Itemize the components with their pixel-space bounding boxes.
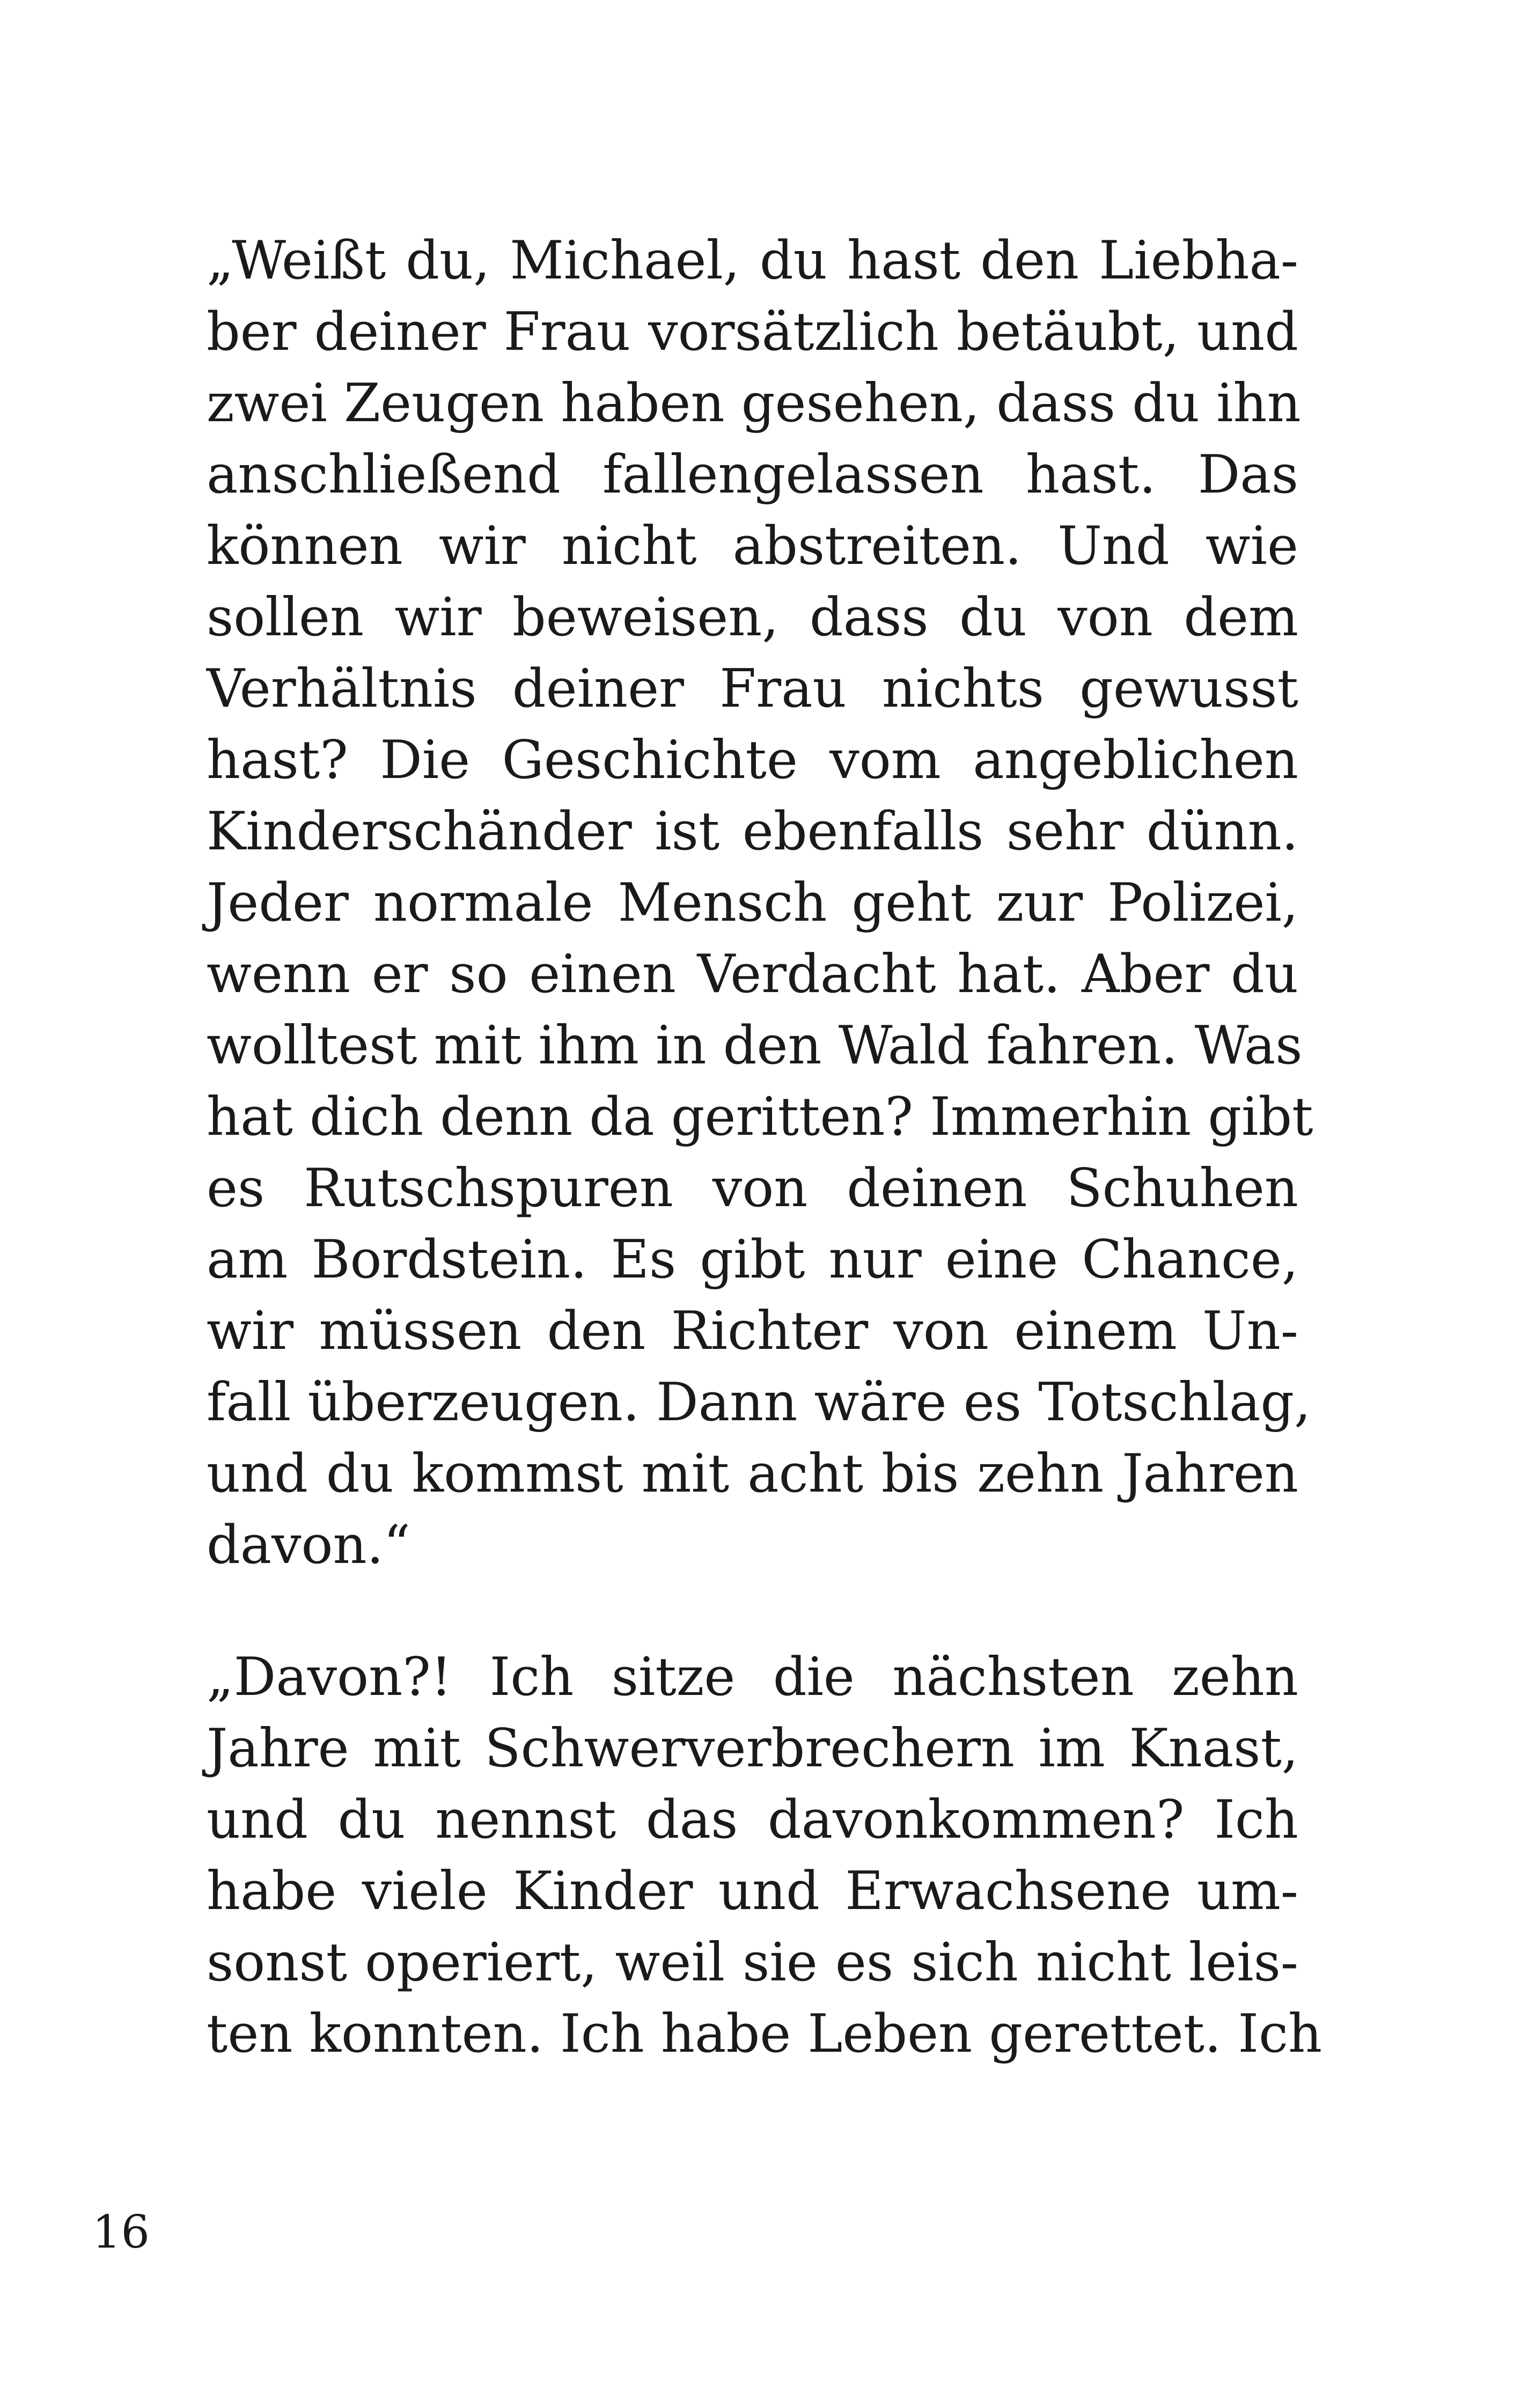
text-line: davon.“ [207, 1515, 410, 1576]
text-line: und du kommst mit acht bis zehn Jahren [207, 1443, 1298, 1504]
text-line: sonst operiert, weil sie es sich nicht leis- [207, 1932, 1298, 1993]
text-line: es Rutschspuren von deinen Schuhen [207, 1158, 1298, 1219]
paragraph-2 [207, 1642, 1322, 2070]
text-line: zwei Zeugen haben gesehen, dass du ihn [207, 373, 1301, 434]
text-line: „Weißt du, Michael, du hast den Liebha- [207, 230, 1298, 291]
text-line: Jahre mit Schwerverbrechern im Knast, [207, 1718, 1298, 1779]
text-line: habe viele Kinder und Erwachsene um- [207, 1861, 1298, 1922]
text-line: „Davon?! Ich sitze die nächsten zehn [207, 1647, 1298, 1708]
text-line: Kinderschänder ist ebenfalls sehr dünn. [207, 801, 1298, 862]
paragraph-1 [207, 225, 1313, 1581]
text-line: ber deiner Frau vorsätzlich betäubt, und [207, 302, 1298, 363]
text-line: hast? Die Geschichte vom angeblichen [207, 730, 1298, 791]
text-line: wolltest mit ihm in den Wald fahren. Was [207, 1015, 1303, 1076]
text-line: sollen wir beweisen, dass du von dem [207, 587, 1298, 648]
text-line: hat dich denn da geritten? Immerhin gibt [207, 1086, 1313, 1148]
text-line: können wir nicht abstreiten. Und wie [207, 516, 1298, 577]
text-line: anschließend fallengelassen hast. Das [207, 444, 1298, 505]
text-line: Jeder normale Mensch geht zur Polizei, [207, 872, 1298, 934]
text-line: Verhältnis deiner Frau nichts gewusst [207, 658, 1298, 720]
text-line: und du nennst das davonkommen? Ich [207, 1789, 1298, 1851]
text-line: fall überzeugen. Dann wäre es Totschlag, [207, 1372, 1311, 1433]
page-number: 16 [92, 2206, 150, 2258]
text-line: wir müssen den Richter von einem Un- [207, 1301, 1298, 1362]
text-line: ten konnten. Ich habe Leben gerettet. Ich [207, 2003, 1322, 2065]
text-line: am Bordstein. Es gibt nur eine Chance, [207, 1229, 1298, 1290]
text-line: wenn er so einen Verdacht hat. Aber du [207, 944, 1298, 1005]
